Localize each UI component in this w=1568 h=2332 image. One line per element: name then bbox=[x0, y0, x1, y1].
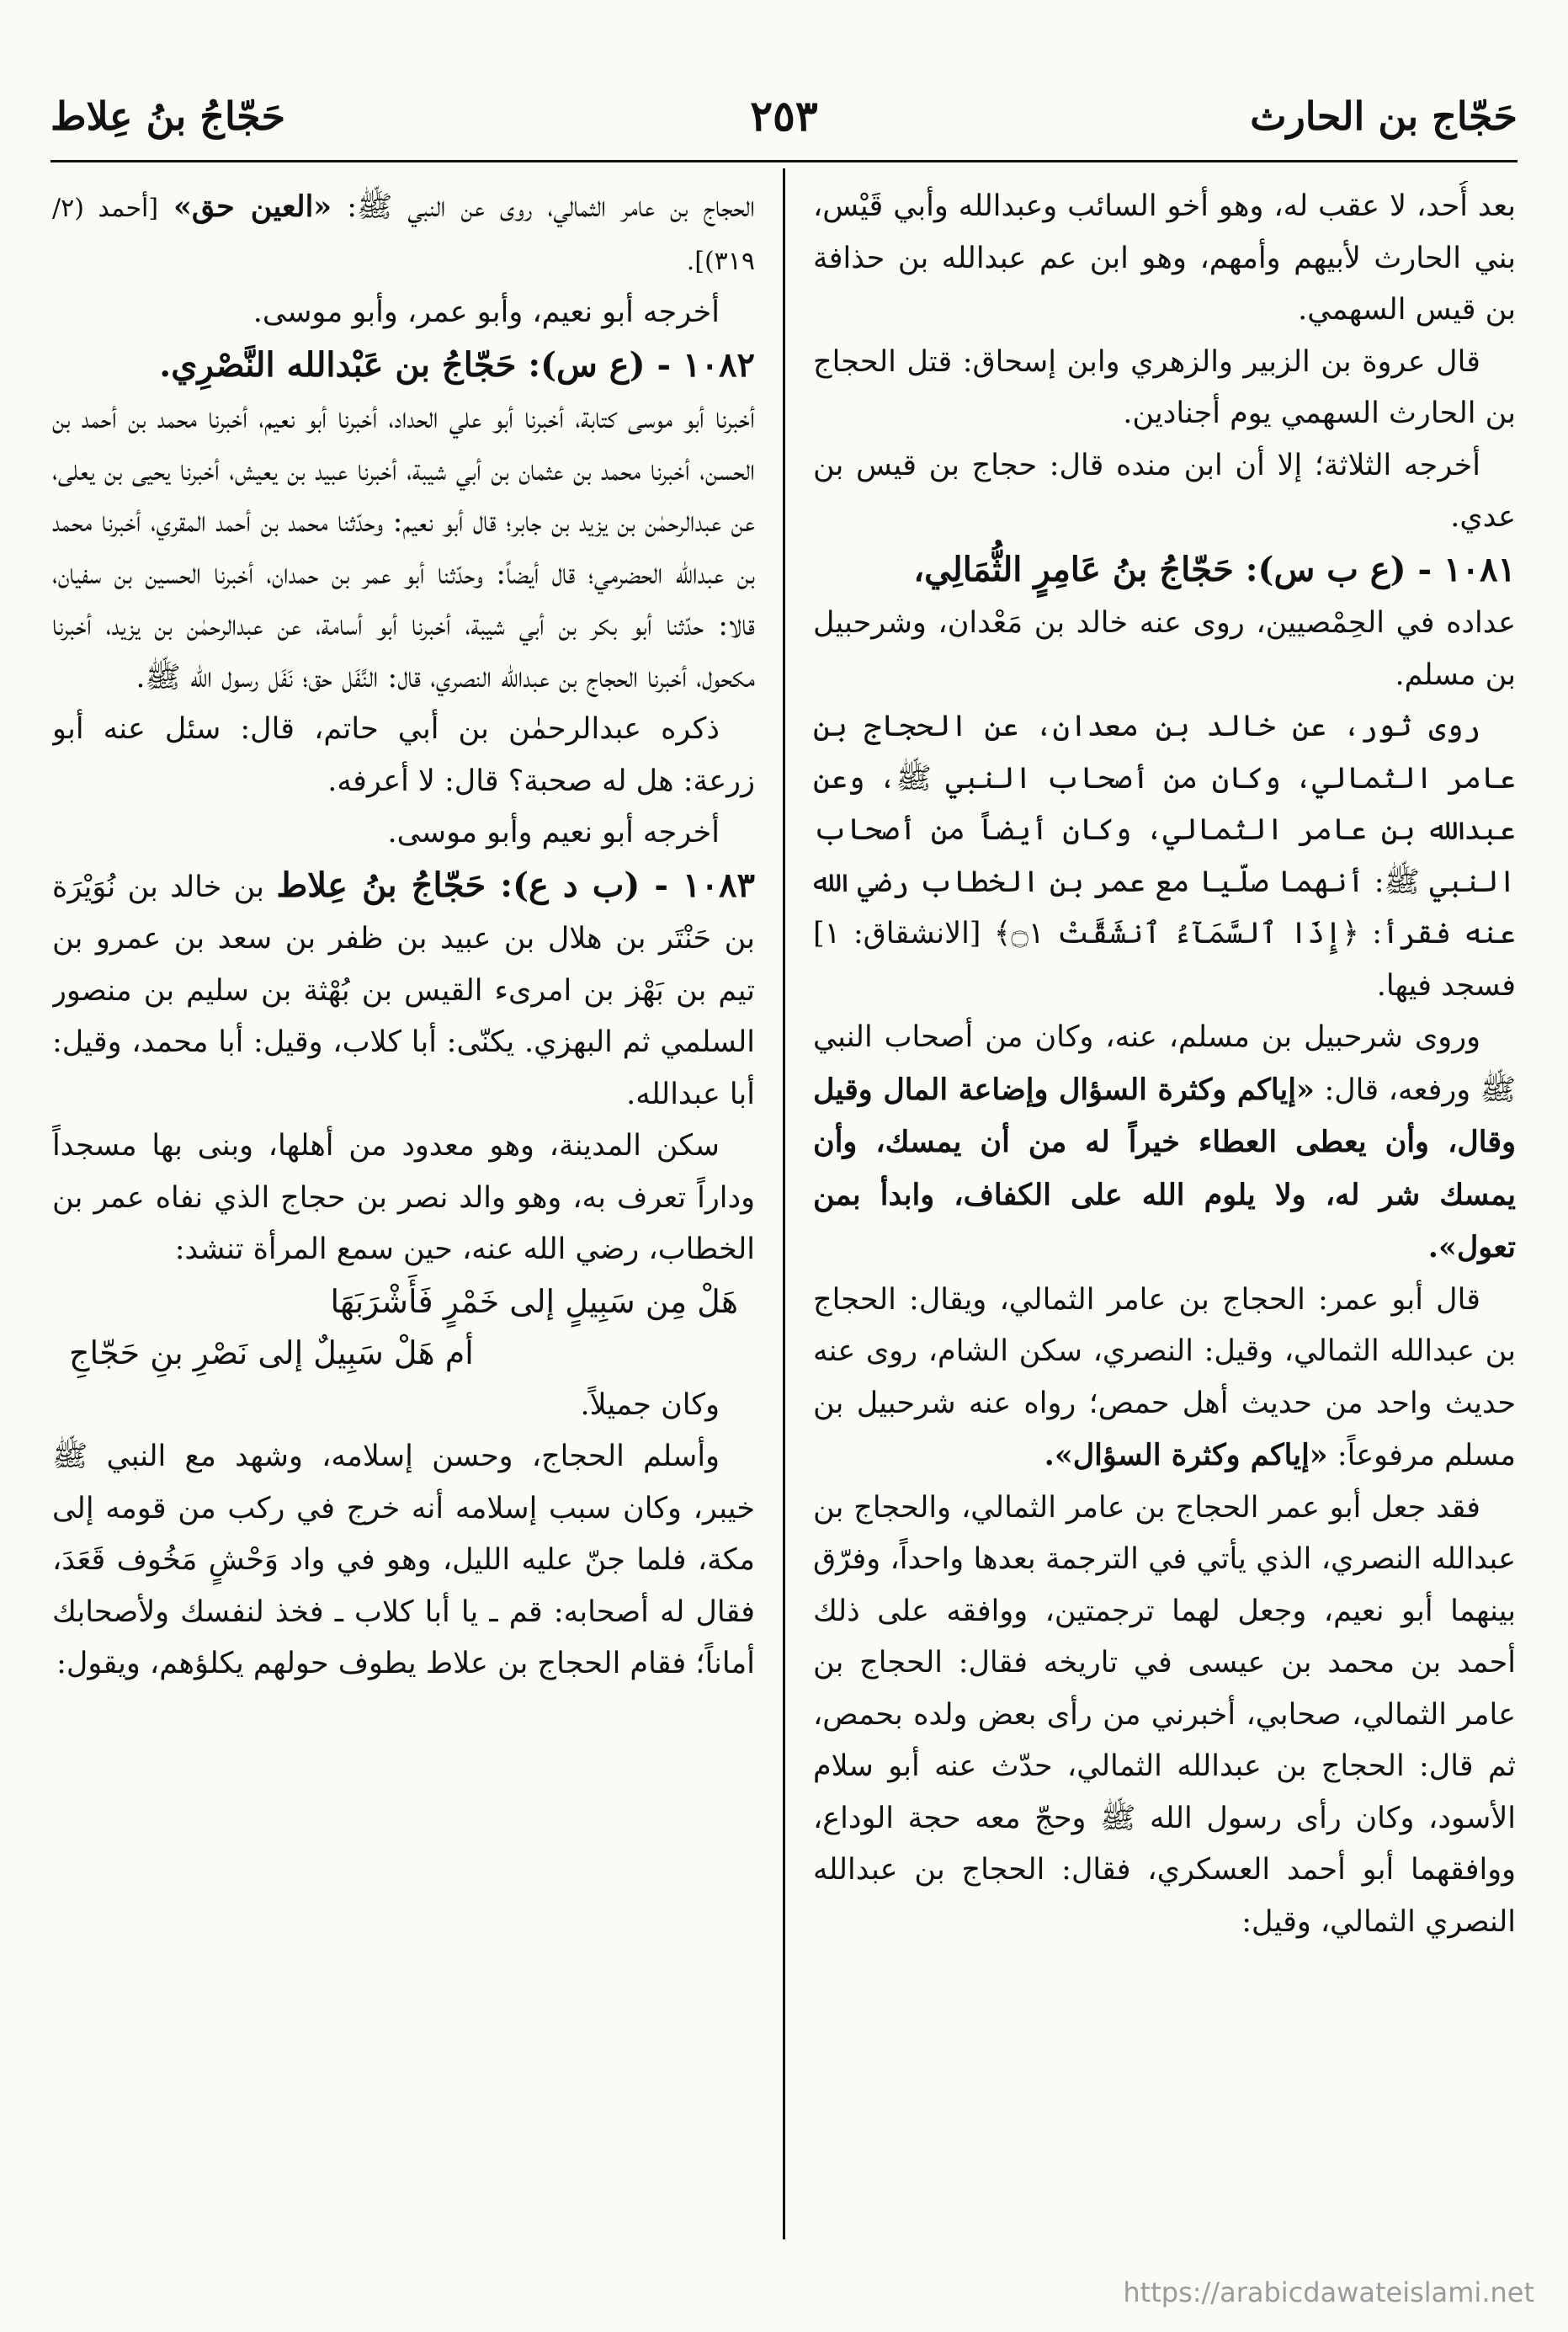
paragraph: وأسلم الحجاج، وحسن إسلامه، وشهد مع النبي ﷺ خيبر، وكان سبب إسلامه أنه خرج في ركب من قومه إلى مكة، فلما جنّ عليه الليل، وهو في واد وَحْشٍ مَخُوف قَعَدَ، فقال له أصحابه: قم ـ يا أبا كلاب ـ فخذ لنفسك ولأصحابك أماناً؛ فقام الحجاج بن علاط يطوف حولهم يكلؤهم، ويقول: bbox=[52, 1440, 755, 1680]
paragraph: بعد أُحد، لا عقب له، وهو أخو السائب وعبدالله وأبي قَيْس، بني الحارث لأبيهم وأمهم، وهو ابن عم عبدالله بن حذافة بن قيس السهمي. bbox=[813, 189, 1516, 327]
hadith-short: «إياكم وكثرة السؤال». bbox=[1044, 1438, 1328, 1472]
hadith-text: «العين حق» bbox=[173, 189, 332, 224]
running-title-left: حَجّاجُ بنُ عِلاط bbox=[50, 93, 286, 139]
paragraph: أخبرنا أبو موسى كتابة، أخبرنا أبو علي الحداد، أخبرنا أبو نعيم، أخبرنا محمد بن أحمد بن الحسن، أخبرنا محمد بن عثمان بن أبي شيبة، أخبرنا عبيد بن يعيش، أخبرنا يحيى بن يعلى، عن عبدالرحمٰن بن يزيد بن جابر؛ قال أبو نعيم: وحدّثنا محمد بن أحمد المقري، أخبرنا محمد بن عبدالله الحضرمي؛ قال أيضاً: وحدّثنا أبو عمر بن حمدان، أخبرنا الحسين بن سفيان، قالا: حدّثنا أبو بكر بن أبي شيبة، أخبرنا أبو أسامة، عن عبدالرحمٰن بن يزيد، أخبرنا مكحول، أخبرنا الحجاج بن عبدالله النصري، قال: النَّفَل حق؛ نَفَل رسول الله ﷺ. bbox=[52, 402, 755, 695]
column-divider bbox=[783, 168, 785, 2239]
entry-heading: ١٠٨٢ - (ع س): حَجّاجُ بن عَبْدالله النَّصْرِي. bbox=[159, 344, 755, 385]
paragraph: أخرجه الثلاثة؛ إلا أن ابن منده قال: حجاج بن قيس بن عدي. bbox=[813, 448, 1516, 534]
entry-1082 bbox=[52, 339, 755, 394]
page-number: ٢٥٣ bbox=[750, 91, 818, 141]
entry-heading: ١٠٨١ - (ع ب س): حَجّاجُ بنُ عَامِرٍ الثُّمَالِي، bbox=[913, 549, 1516, 589]
paragraph: قال عروة بن الزبير والزهري وابن إسحاق: قتل الحجاج بن الحارث السهمي يوم أجنادين. bbox=[813, 344, 1516, 430]
entry-heading: ١٠٨٣ - (ب د ع): حَجّاجُ بنُ عِلاط bbox=[276, 865, 755, 905]
poem bbox=[52, 1276, 755, 1380]
poem-verse-2: أم هَلْ سَبِيلٌ إلى نَصْرِ بنِ حَجّاجِ bbox=[69, 1334, 474, 1371]
page-header bbox=[50, 80, 1518, 152]
entry-1083 bbox=[52, 860, 755, 1121]
running-title-right: حَجّاج بن الحارث bbox=[1250, 93, 1518, 139]
header-rule bbox=[50, 160, 1518, 162]
paragraph: سكن المدينة، وهو معدود من أهلها، وبنى بها مسجداً وداراً تعرف به، وهو والد نصر بن حجاج الذي نفاه عمر بن الخطاب، رضي الله عنه، حين سمع المرأة تنشد: bbox=[52, 1129, 755, 1266]
right-column bbox=[813, 181, 1516, 2260]
paragraph bbox=[813, 1275, 1516, 1483]
paragraph-text: قال أبو عمر: الحجاج بن عامر الثمالي، ويقال: الحجاج بن عبدالله الثمالي، وقيل: النصري، سكن الشام، روى عنه حديث واحد من حديث أهل حمص؛ رواه عنه شرحبيل بن مسلم مرفوعاً: bbox=[813, 1282, 1516, 1472]
paragraph: عداده في الحِمْصيين، روى عنه خالد بن مَعْدان، وشرحبيل بن مسلم. bbox=[813, 606, 1516, 692]
poem-verse-1: هَلْ مِن سَبِيلٍ إلى خَمْرٍ فَأَشْرَبَهَا bbox=[330, 1282, 738, 1320]
watermark-url: https://arabicdawateislami.net bbox=[1123, 2276, 1534, 2308]
hadith-text: «إياكم وكثرة السؤال وإضاعة المال وقيل وقال، وأن يعطى العطاء خيراً له من أن يمسك، وأن يمسك شر له، ولا يلوم الله على الكفاف، وابدأ بمن تعول». bbox=[813, 1072, 1516, 1264]
paragraph: أخرجه أبو نعيم وأبو موسى. bbox=[387, 816, 720, 849]
hadith-intro: وروى شرحبيل بن مسلم، عنه، وكان من أصحاب النبي ﷺ ورفعه، قال: bbox=[813, 1020, 1516, 1107]
left-column bbox=[52, 181, 755, 2260]
paragraph-text: الحجاج بن عامر الثمالي، روى عن النبي ﷺ: bbox=[347, 190, 755, 224]
paragraph bbox=[52, 181, 755, 287]
paragraph: ذكره عبدالرحمٰن بن أبي حاتم، قال: سئل عنه أبو زرعة: هل له صحبة؟ قال: لا أعرفه. bbox=[52, 712, 755, 798]
paragraph: وكان جميلاً. bbox=[580, 1387, 720, 1422]
entry-1081 bbox=[813, 544, 1516, 599]
paragraph: روى ثور، عن خالد بن معدان، عن الحجاج بن عامر الثمالي، وكان من أصحاب النبي ﷺ، وعن عبدالله بن عامر الثمالي، وكان أيضاً من أصحاب النبي ﷺ: أنهما صلّيا مع عمر بن الخطاب رضي الله عنه فقرأ: ﴿إِذَا ٱلسَّمَآءُ ٱنشَقَّتْ ۝١﴾ [الانشقاق: ١] فسجد فيها. bbox=[813, 710, 1516, 1003]
citation: [أحمد (٢/ ٣١٩)]. bbox=[52, 194, 755, 276]
paragraph: أخرجه أبو نعيم، وأبو عمر، وأبو موسى. bbox=[252, 295, 720, 329]
paragraph bbox=[813, 1012, 1516, 1275]
paragraph-text: بن خالد بن نُوَيْرَة بن حَنْتَر بن هلال بن عبيد بن ظفر بن سعد بن عمرو بن تيم بن بَهْز بن امرىء القيس بن بُهْثة بن سليم بن منصور السلمي ثم البهزي. يكنّى: أبا كلاب، وقيل: أبا محمد، وقيل: أبا عبدالله. bbox=[52, 870, 755, 1111]
paragraph: فقد جعل أبو عمر الحجاج بن عامر الثمالي، والحجاج بن عبدالله النصري، الذي يأتي في الترجمة بعدها واحداً، وفرّق بينهما أبو نعيم، وجعل لهما ترجمتين، ووافقه على ذلك أحمد بن محمد بن عيسى في تاريخه فقال: الحجاج بن عامر الثمالي، صحابي، أخبرني من رأى بعض ولده بحمص، ثم قال: الحجاج بن عبدالله الثمالي، حدّث عنه أبو سلام الأسود، وكان رأى رسول الله ﷺ وحجّ معه حجة الوداع، ووافقهما أبو أحمد العسكري، فقال: الحجاج بن عبدالله النصري الثمالي، وقيل: bbox=[813, 1490, 1516, 1939]
